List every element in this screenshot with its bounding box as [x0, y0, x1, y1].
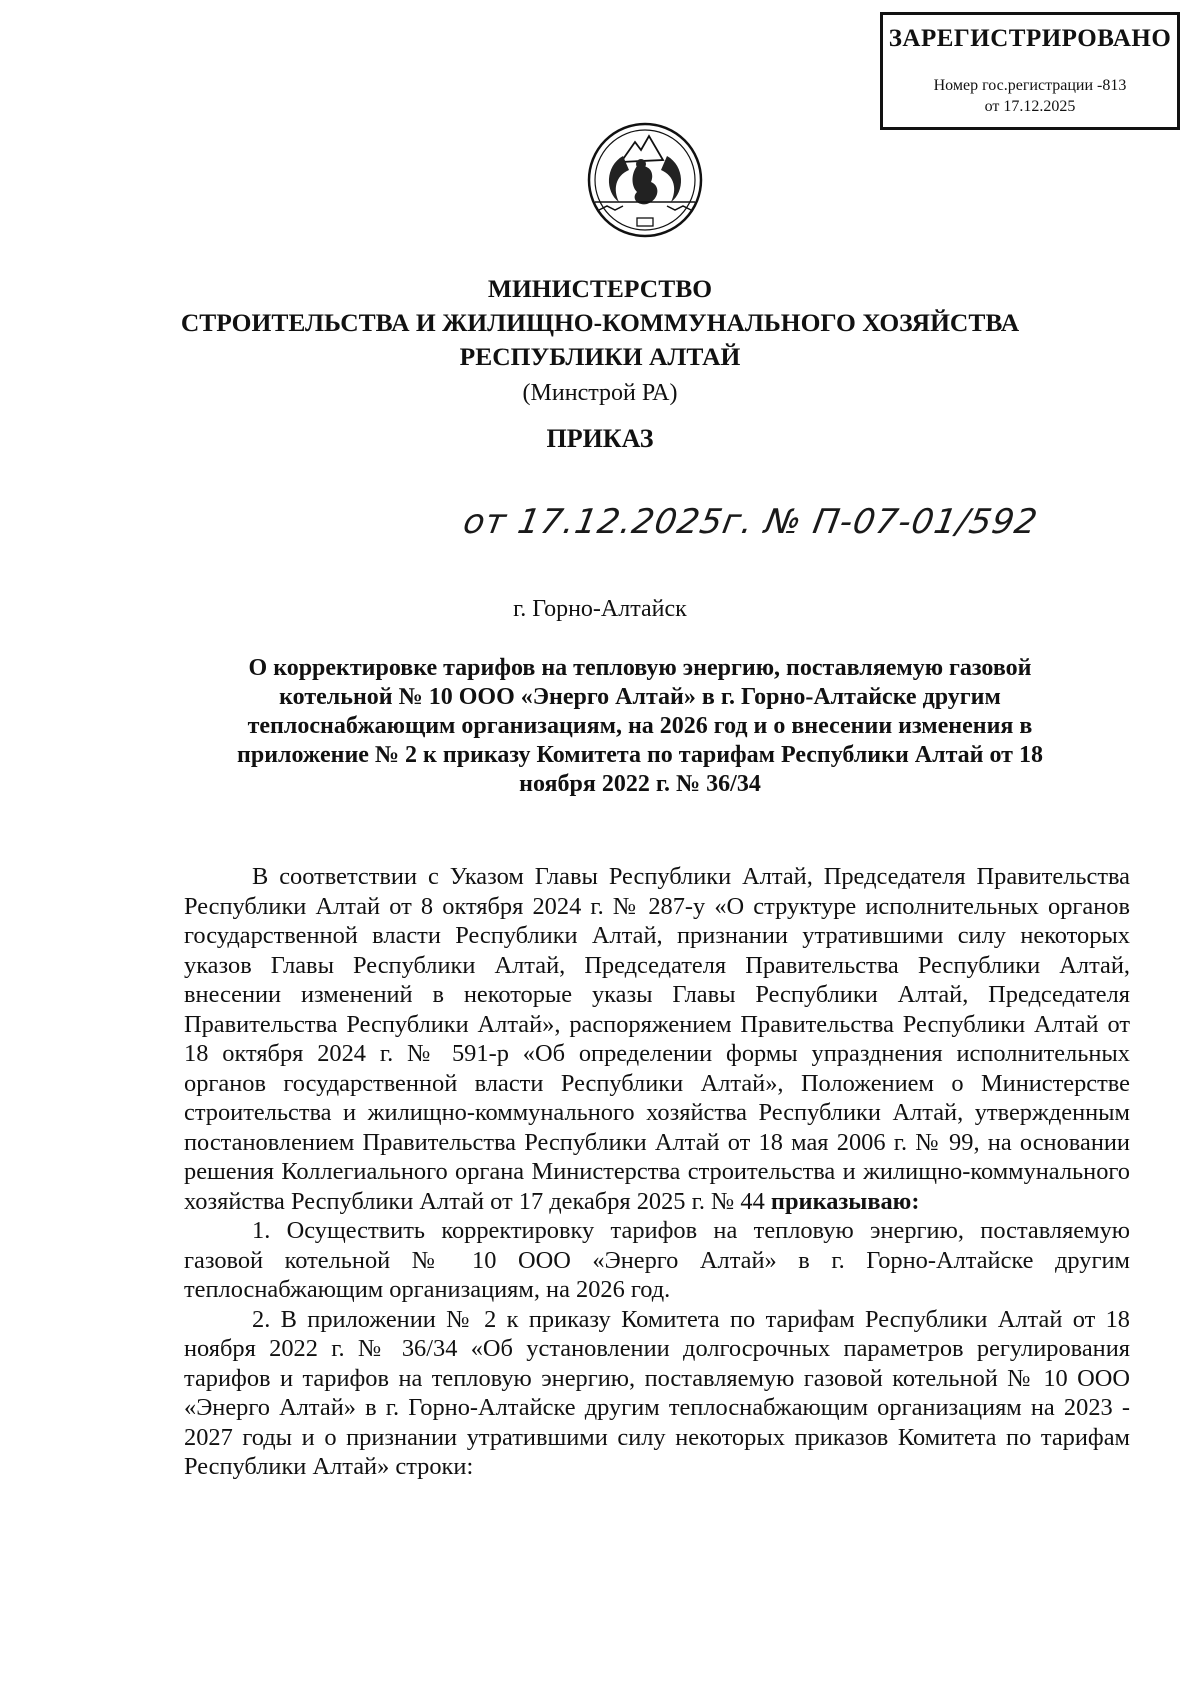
ministry-line-2: СТРОИТЕЛЬСТВА И ЖИЛИЩНО-КОММУНАЛЬНОГО ХОЗЯЙСТВА: [180, 308, 1020, 337]
city: г. Горно-Алтайск: [513, 596, 687, 622]
handwritten-date-number: от 17.12.2025г. № П-07-01/592: [460, 502, 1042, 542]
ministry-line-3: РЕСПУБЛИКИ АЛТАЙ: [459, 342, 741, 371]
ministry-line-1: МИНИСТЕРСТВО: [487, 274, 713, 303]
registration-stamp-title: ЗАРЕГИСТРИРОВАНО: [888, 25, 1172, 52]
ministry-short-name: (Минстрой РА): [522, 380, 678, 406]
registration-stamp: [880, 12, 1180, 130]
order-subject: О корректировке тарифов на тепловую энергию, поставляемую газовой котельной № 10 ООО «Энерго Алтай» в г. Горно-Алтайске другим теплоснабжающим организациям, на 2026 год и о внесении изменения в приложение № 2 к приказу Комитета по тарифам Республики Алтай от 18 ноября 2022 г. № 36/34: [237, 655, 1043, 797]
registration-date: от 17.12.2025: [984, 98, 1076, 115]
order-item-1: 1. Осуществить корректировку тарифов на тепловую энергию, поставляемую газовой котельной № 10 ООО «Энерго Алтай» в г. Горно-Алтайске другим теплоснабжающим организациям, на 2026 год.: [184, 1217, 1130, 1303]
ministry-header: [0, 272, 1200, 410]
document-type: ПРИКАЗ: [546, 424, 654, 453]
order-body: [184, 862, 1130, 1482]
altai-coat-of-arms-icon: [575, 120, 715, 240]
preamble-paragraph: [184, 862, 1130, 1216]
registration-number: Номер гос.регистрации -813: [933, 77, 1127, 94]
order-item-2: 2. В приложении № 2 к приказу Комитета по тарифам Республики Алтай от 18 ноября 2022 г. № 36/34 «Об установлении долгосрочных параметров регулирования тарифов и тарифов на тепловую энергию, поставляемую газовой котельной № 10 ООО «Энерго Алтай» в г. Горно-Алтайске другим теплоснабжающим организациям на 2023 - 2027 годы и о признании утратившими силу некоторых приказов Комитета по тарифам Республики Алтай» строки:: [184, 1305, 1130, 1480]
preamble-text: В соответствии с Указом Главы Республики Алтай, Председателя Правительства Республики Алтай от 8 октября 2024 г. № 287-у «О структуре исполнительных органов государственной власти Республики Алтай, признании утратившими силу некоторых указов Главы Республики Алтай, Председателя Правительства Республики Алтай, внесении изменений в некоторые указы Главы Республики Алтай, Председателя Правительства Республики Алтай», распоряжением Правительства Республики Алтай от 18 октября 2024 г. № 591-р «Об определении формы упразднения исполнительных органов государственной власти Республики Алтай», Положением о Министерстве строительства и жилищно-коммунального хозяйства Республики Алтай, утвержденным постановлением Правительства Республики Алтай от 18 мая 2006 г. № 99, на основании решения Коллегиального органа Министерства строительства и жилищно-коммунального хозяйства Республики Алтай от 17 декабря 2025 г. № 44: [184, 863, 1130, 1215]
order-word: приказываю:: [770, 1187, 920, 1215]
